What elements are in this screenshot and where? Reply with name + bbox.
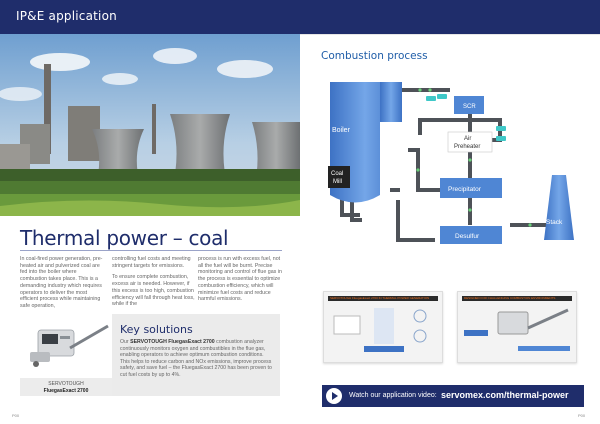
desulfur-label: Desulfur xyxy=(455,233,480,240)
coal-mill-label-2: Mill xyxy=(333,179,342,185)
air-preheater-label-2: Preheater xyxy=(454,144,481,150)
section-title: IP&E application xyxy=(16,9,117,23)
video-url-link[interactable]: servomex.com/thermal-power xyxy=(441,390,569,400)
header-divider xyxy=(300,34,600,35)
video-thumbnail-title-bar xyxy=(462,296,572,301)
air-preheater-label-1: Air xyxy=(464,136,472,142)
key-product-name: SERVOTOUGH FluegasExact 2700 xyxy=(130,339,215,345)
video-label: Watch our application video: xyxy=(349,392,437,399)
body-paragraph: process is run with excess fuel, not all the fuel will be burnt. Precise monitoring and control of flue gas in the process is essential to optimize combustion efficiency, which will minimize fuel costs and reduce harmful emissions. xyxy=(198,256,282,303)
boiler-label: Boiler xyxy=(332,127,350,134)
coal-mill-label-1: Coal xyxy=(331,171,344,177)
page-number-right: P00 xyxy=(578,413,586,418)
body-paragraph: controlling fuel costs and meeting stringent targets for emissions. xyxy=(112,256,191,269)
precipitator-label: Precipitator xyxy=(448,186,481,193)
play-icon[interactable] xyxy=(326,388,342,404)
key-text-prefix: Our xyxy=(120,339,129,345)
video-thumbnail-title: DESIGNED FOR CHALLENGING COMBUSTION ENVIRONMENTS xyxy=(464,296,556,300)
scr-label: SCR xyxy=(463,104,476,110)
video-thumbnail-graphic xyxy=(458,302,577,362)
video-thumbnail-title-bar xyxy=(328,296,438,301)
video-thumbnail-1[interactable] xyxy=(323,291,443,363)
key-text-body: combustion analyzer continuously monitors oxygen and combustibles in the flue gas, enabling operators to achieve optimum combustion conditions. This helps to reduce carbon and NOx emissions, improve process safety, and save fuel – the FluegasExact 2700 has been proven to cut fuel costs by up to 4%. xyxy=(120,339,272,378)
combustion-diagram xyxy=(300,60,600,280)
product-brand: SERVOTOUGH xyxy=(48,381,84,387)
video-thumbnail-2[interactable] xyxy=(457,291,577,363)
body-column-3 xyxy=(198,256,286,308)
stack-block xyxy=(544,175,574,240)
power-station-photo xyxy=(0,34,300,216)
body-paragraph: In coal-fired power generation, pre-heated air and pulverized coal are fed into the boiler where combustion takes place. This is a demanding industry which requires operators to deliver the most efficient process while maintaining safe operation, xyxy=(20,256,103,309)
key-solutions-text xyxy=(120,339,272,379)
diagram-title: Combustion process xyxy=(321,50,428,62)
video-thumbnail-title: SERVOTOUGH FluegasExact 2700 IN THERMAL POWER GENERATION xyxy=(330,296,430,300)
stack-label: Stack xyxy=(546,219,563,226)
video-thumbnail-graphic xyxy=(324,302,443,362)
page-number-left: P00 xyxy=(12,413,20,418)
product-model: FluegasExact 2700 xyxy=(43,387,89,394)
body-column-2 xyxy=(112,256,196,313)
body-column-1 xyxy=(20,256,104,315)
product-caption xyxy=(20,378,112,396)
title-divider xyxy=(20,250,282,251)
key-solutions-title: Key solutions xyxy=(120,323,193,336)
body-paragraph: To ensure complete combustion, excess air is needed. However, if this excess is too high, combustion efficiency will fall through heat loss, while if the xyxy=(112,274,195,308)
page-title: Thermal power – coal xyxy=(20,226,229,250)
